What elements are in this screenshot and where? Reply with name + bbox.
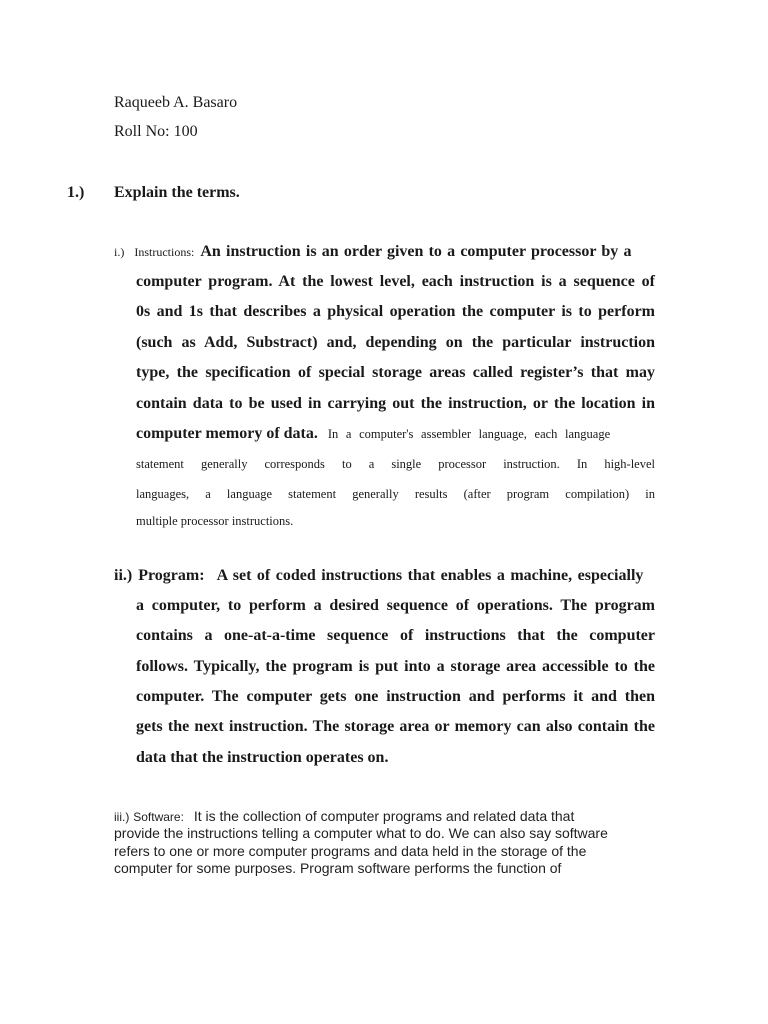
- instructions-small-2: statement generally corresponds to a single processor instruction. In high-level: [136, 457, 655, 471]
- instructions-marker: i.): [114, 245, 125, 259]
- instructions-line-3: 0s and 1s that describes a physical operation the computer is to perform: [136, 303, 655, 320]
- instructions-line-2: computer program. At the lowest level, each instruction is a sequence of: [136, 273, 655, 290]
- question-title: Explain the terms.: [114, 184, 240, 201]
- instructions-small-4: multiple processor instructions.: [136, 514, 294, 528]
- program-line-1: A set of coded instructions that enables a machine, especially: [216, 567, 644, 584]
- instructions-small-3: languages, a language statement generally results (after program compilation) in: [136, 487, 655, 501]
- program-line-4: follows. Typically, the program is put into a storage area accessible to the: [136, 658, 655, 675]
- software-line-4: computer for some purposes. Program software performs the function of: [114, 860, 562, 876]
- software-first-line: [114, 808, 634, 824]
- software-line-2: provide the instructions telling a computer what to do. We can also say software: [114, 825, 608, 841]
- program-line-3: contains a one-at-a-time sequence of instructions that the computer: [136, 627, 655, 644]
- program-marker: ii.): [114, 567, 133, 584]
- program-first-line: [114, 567, 655, 585]
- software-line-1: It is the collection of computer programs and related data that: [193, 808, 575, 824]
- roll-number: Roll No: 100: [114, 123, 198, 140]
- author-name: Raqueeb A. Basaro: [114, 94, 238, 111]
- instructions-line-7: computer memory of data.: [136, 425, 318, 442]
- instructions-line-4: (such as Add, Substract) and, depending on the particular instruction: [136, 334, 655, 351]
- program-line-6: gets the next instruction. The storage area or memory can also contain the: [136, 718, 655, 735]
- instructions-first-line: [114, 243, 655, 261]
- program-label: Program:: [138, 567, 205, 584]
- software-label: Software:: [133, 810, 184, 824]
- instructions-line-1: An instruction is an order given to a computer processor by a: [200, 243, 632, 260]
- software-marker: iii.): [114, 810, 130, 824]
- instructions-line-5: type, the specification of special storage areas called register’s that may: [136, 364, 655, 381]
- instructions-small-1: In a computer's assembler language, each language: [327, 427, 611, 441]
- instructions-line-6: contain data to be used in carrying out the instruction, or the location in: [136, 395, 655, 412]
- program-line-7: data that the instruction operates on.: [136, 749, 389, 766]
- question-number: 1.): [67, 184, 85, 201]
- software-line-3: refers to one or more computer programs and data held in the storage of the: [114, 843, 587, 859]
- instructions-label: Instructions:: [134, 245, 195, 259]
- instructions-line-7-row: [136, 425, 655, 443]
- program-line-5: computer. The computer gets one instruction and performs it and then: [136, 688, 655, 705]
- program-line-2: a computer, to perform a desired sequence of operations. The program: [136, 597, 655, 614]
